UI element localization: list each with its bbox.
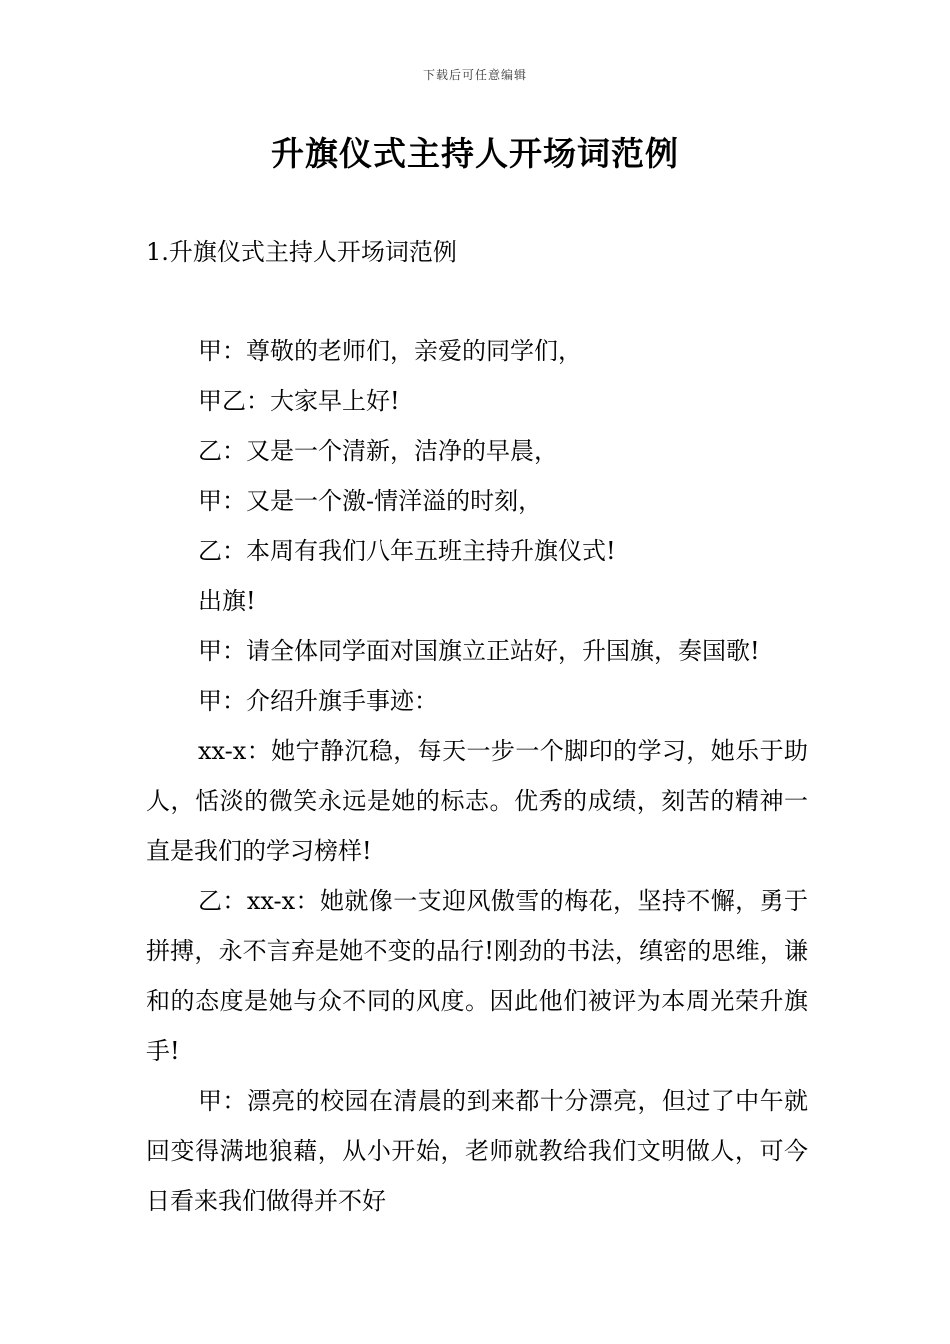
paragraph: 出旗! — [198, 587, 256, 615]
paragraph: 乙：又是一个清新，洁净的早晨， — [198, 437, 558, 465]
paragraph: 甲乙：大家早上好! — [198, 387, 400, 415]
paragraph: 乙：本周有我们八年五班主持升旗仪式! — [198, 537, 616, 565]
document-body — [146, 326, 808, 1226]
document-title: 升旗仪式主持人开场词范例 — [271, 134, 679, 173]
paragraph: 乙：xx-x：她就像一支迎风傲雪的梅花，坚持不懈，勇于拼搏，永不言弃是她不变的品行!刚劲的书法，缜密的思维，谦和的态度是她与众不同的风度。因此他们被评为本周光荣升旗手! — [146, 887, 808, 1065]
paragraph: 甲：尊敬的老师们，亲爱的同学们， — [198, 337, 582, 365]
section-heading: 1.升旗仪式主持人开场词范例 — [146, 238, 457, 266]
paragraph: 甲：又是一个激-情洋溢的时刻， — [198, 487, 543, 515]
header-note: 下载后可任意编辑 — [422, 68, 527, 82]
paragraph: 甲：漂亮的校园在清晨的到来都十分漂亮，但过了中午就回变得满地狼藉，从小开始，老师就教给我们文明做人，可今日看来我们做得并不好 — [146, 1087, 808, 1215]
paragraph: 甲：介绍升旗手事迹： — [198, 687, 438, 715]
paragraph: xx-x：她宁静沉稳，每天一步一个脚印的学习，她乐于助人，恬淡的微笑永远是她的标志。优秀的成绩，刻苦的精神一直是我们的学习榜样! — [146, 737, 808, 865]
paragraph: 甲：请全体同学面对国旗立正站好，升国旗，奏国歌! — [198, 637, 760, 665]
